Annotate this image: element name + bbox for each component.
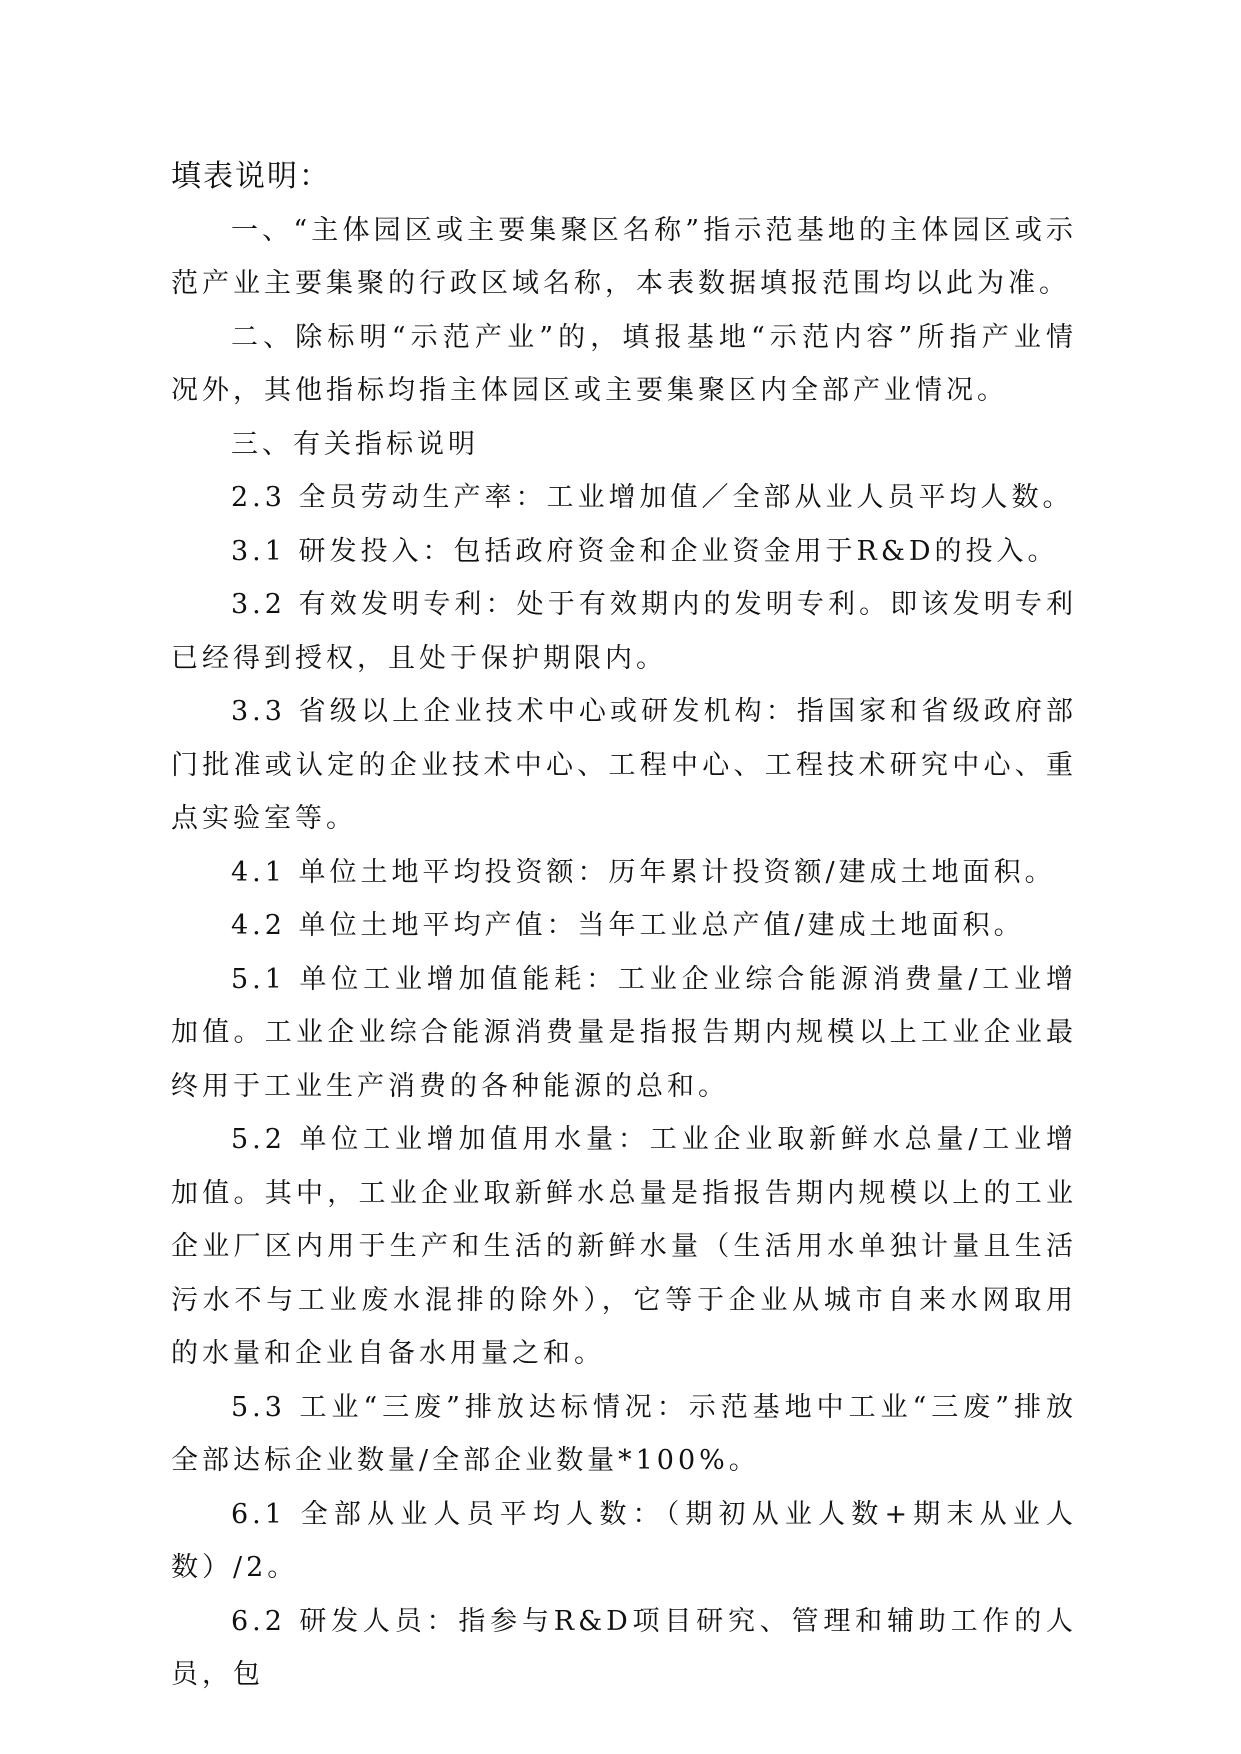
paragraph-2-3: 2.3 全员劳动生产率：工业增加值／全部从业人员平均人数。 — [231, 482, 1074, 513]
document-heading: 填表说明： — [171, 159, 331, 194]
paragraph-scope: 一、“主体园区或主要集聚区名称”指示范基地的主体园区或示范产业主要集聚的行政区域名称，本表数据填报范围均以此为准。 — [171, 214, 1077, 299]
paragraph-4-2: 4.2 单位土地平均产值：当年工业总产值/建成土地面积。 — [231, 910, 1025, 941]
paragraph-3-1: 3.1 研发投入：包括政府资金和企业资金用于R&D的投入。 — [231, 535, 1059, 567]
paragraph-5-2: 5.2 单位工业增加值用水量：工业企业取新鲜水总量/工业增加值。其中，工业企业取新鲜水总量是指报告期内规模以上的工业企业厂区内用于生产和生活的新鲜水量（生活用水单独计量且生活污水不与工业废水混排的除外），它等于企业从城市自来水网取用的水量和企业自备水用量之和。 — [171, 1124, 1077, 1369]
paragraph-5-1: 5.1 单位工业增加值能耗：工业企业综合能源消费量/工业增加值。工业企业综合能源消费量是指报告期内规模以上工业企业最终用于工业生产消费的各种能源的总和。 — [171, 963, 1077, 1102]
paragraph-3-2: 3.2 有效发明专利：处于有效期内的发明专利。即该发明专利已经得到授权，且处于保护期限内。 — [171, 589, 1077, 674]
paragraph-6-1: 6.1 全部从业人员平均人数：（期初从业人数+期末从业人数）/2。 — [171, 1498, 1077, 1583]
document-body — [171, 150, 1077, 1702]
paragraph-indicator-intro: 三、有关指标说明 — [231, 428, 479, 460]
paragraph-4-1: 4.1 单位土地平均投资额：历年累计投资额/建成土地面积。 — [231, 856, 1056, 888]
paragraph-6-2: 6.2 研发人员：指参与R&D项目研究、管理和辅助工作的人员，包 — [171, 1605, 1077, 1690]
paragraph-5-3: 5.3 工业“三废”排放达标情况：示范基地中工业“三废”排放全部达标企业数量/全部企业数量*100%。 — [171, 1391, 1077, 1476]
paragraph-3-3: 3.3 省级以上企业技术中心或研发机构：指国家和省级政府部门批准或认定的企业技术中心、工程中心、工程技术研究中心、重点实验室等。 — [171, 696, 1077, 834]
paragraph-coverage: 二、除标明“示范产业”的，填报基地“示范内容”所指产业情况外，其他指标均指主体园区或主要集聚区内全部产业情况。 — [171, 321, 1077, 406]
